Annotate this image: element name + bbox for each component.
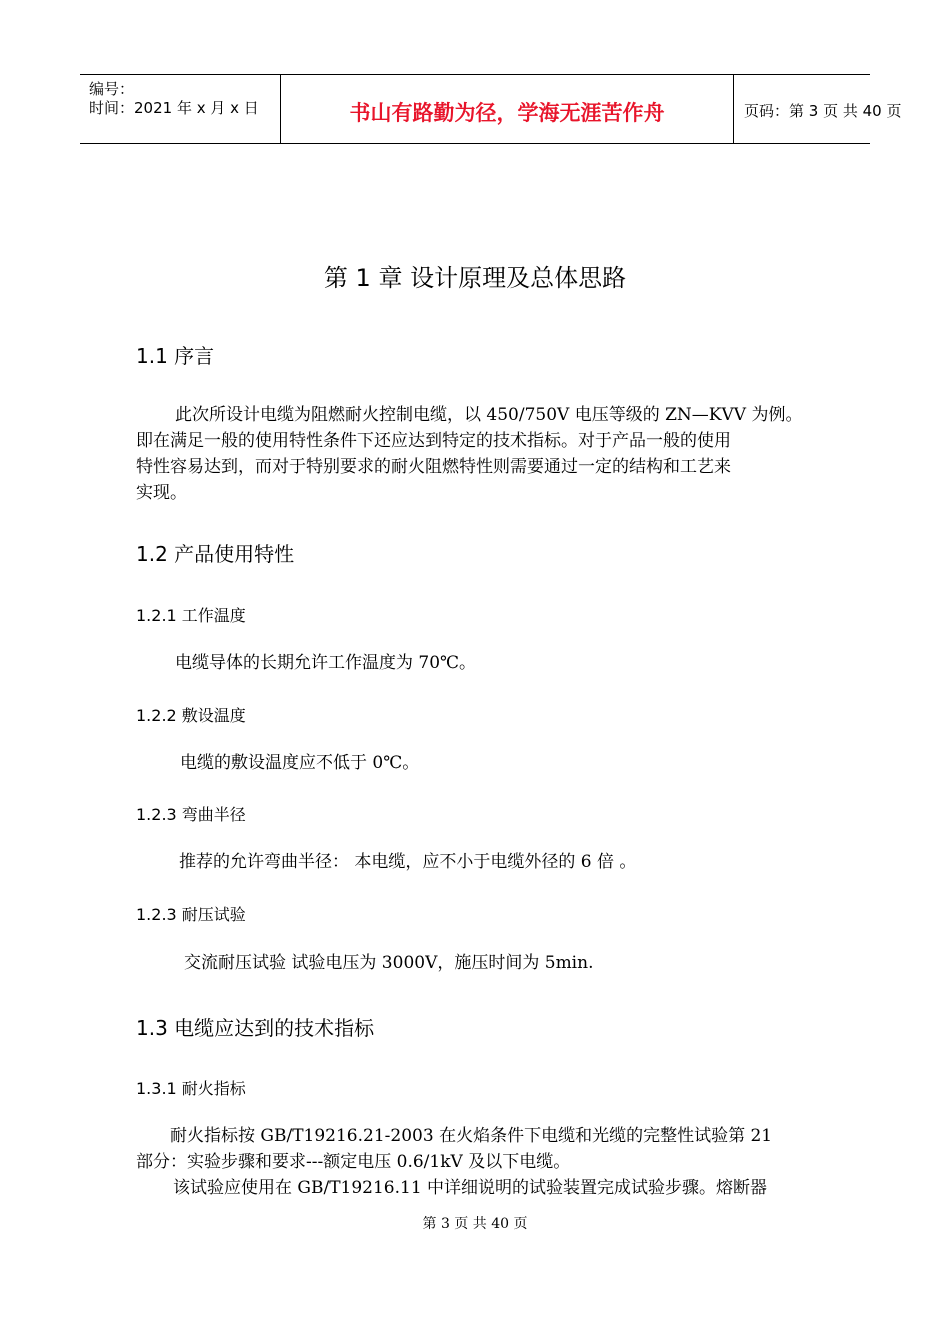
chapter-title: 第 1 章 设计原理及总体思路 (323, 264, 627, 292)
subsection-heading-1-3-1: 1.3.1 耐火指标 (136, 1079, 246, 1098)
header-motto-cell (280, 75, 734, 143)
document-time-label: 时间：2021 年 x 月 x 日 (89, 99, 259, 117)
page-footer: 第 3 页 共 40 页 (422, 1216, 528, 1232)
subsection-heading-1-2-1: 1.2.1 工作温度 (136, 606, 246, 625)
section-heading-1-2: 1.2 产品使用特性 (136, 542, 295, 566)
header-page-number: 页码：第 3 页 共 40 页 (744, 102, 902, 120)
paragraph-line: 该试验应使用在 GB/T19216.11 中详细说明的试验装置完成试验步骤。熔断器 (173, 1178, 768, 1198)
subsection-heading-1-2-2: 1.2.2 敷设温度 (136, 706, 246, 725)
header-meta-cell (80, 75, 280, 143)
paragraph-line: 实现。 (136, 483, 187, 503)
subsection-heading-1-2-3: 1.2.3 弯曲半径 (136, 805, 246, 824)
paragraph-line: 部分：实验步骤和要求---额定电压 0.6/1kV 及以下电缆。 (136, 1152, 571, 1172)
header-motto: 书山有路勤为径，学海无涯苦作舟 (349, 101, 665, 125)
paragraph-line: 交流耐压试验 试验电压为 3000V，施压时间为 5min. (184, 953, 594, 973)
paragraph-line: 电缆的敷设温度应不低于 0℃。 (180, 753, 420, 773)
paragraph-line: 电缆导体的长期允许工作温度为 70℃。 (175, 653, 477, 673)
paragraph-line: 推荐的允许弯曲半径： 本电缆，应不小于电缆外径的 6 倍 。 (179, 852, 637, 872)
header-page-cell (733, 75, 902, 143)
paragraph-line: 此次所设计电缆为阻燃耐火控制电缆，以 450/750V 电压等级的 ZN—KVV 为例。 (175, 405, 803, 425)
paragraph-line: 即在满足一般的使用特性条件下还应达到特定的技术指标。对于产品一般的使用 (136, 431, 731, 451)
section-heading-1-3: 1.3 电缆应达到的技术指标 (136, 1016, 375, 1040)
page-header (80, 74, 902, 144)
section-heading-1-1: 1.1 序言 (136, 344, 215, 368)
paragraph-line: 耐火指标按 GB/T19216.21-2003 在火焰条件下电缆和光缆的完整性试验第 21 (170, 1126, 773, 1146)
paragraph-line: 特性容易达到，而对于特别要求的耐火阻燃特性则需要通过一定的结构和工艺来 (136, 457, 731, 477)
subsection-heading-1-2-3b: 1.2.3 耐压试验 (136, 905, 246, 924)
document-number-label: 编号： (89, 80, 135, 98)
